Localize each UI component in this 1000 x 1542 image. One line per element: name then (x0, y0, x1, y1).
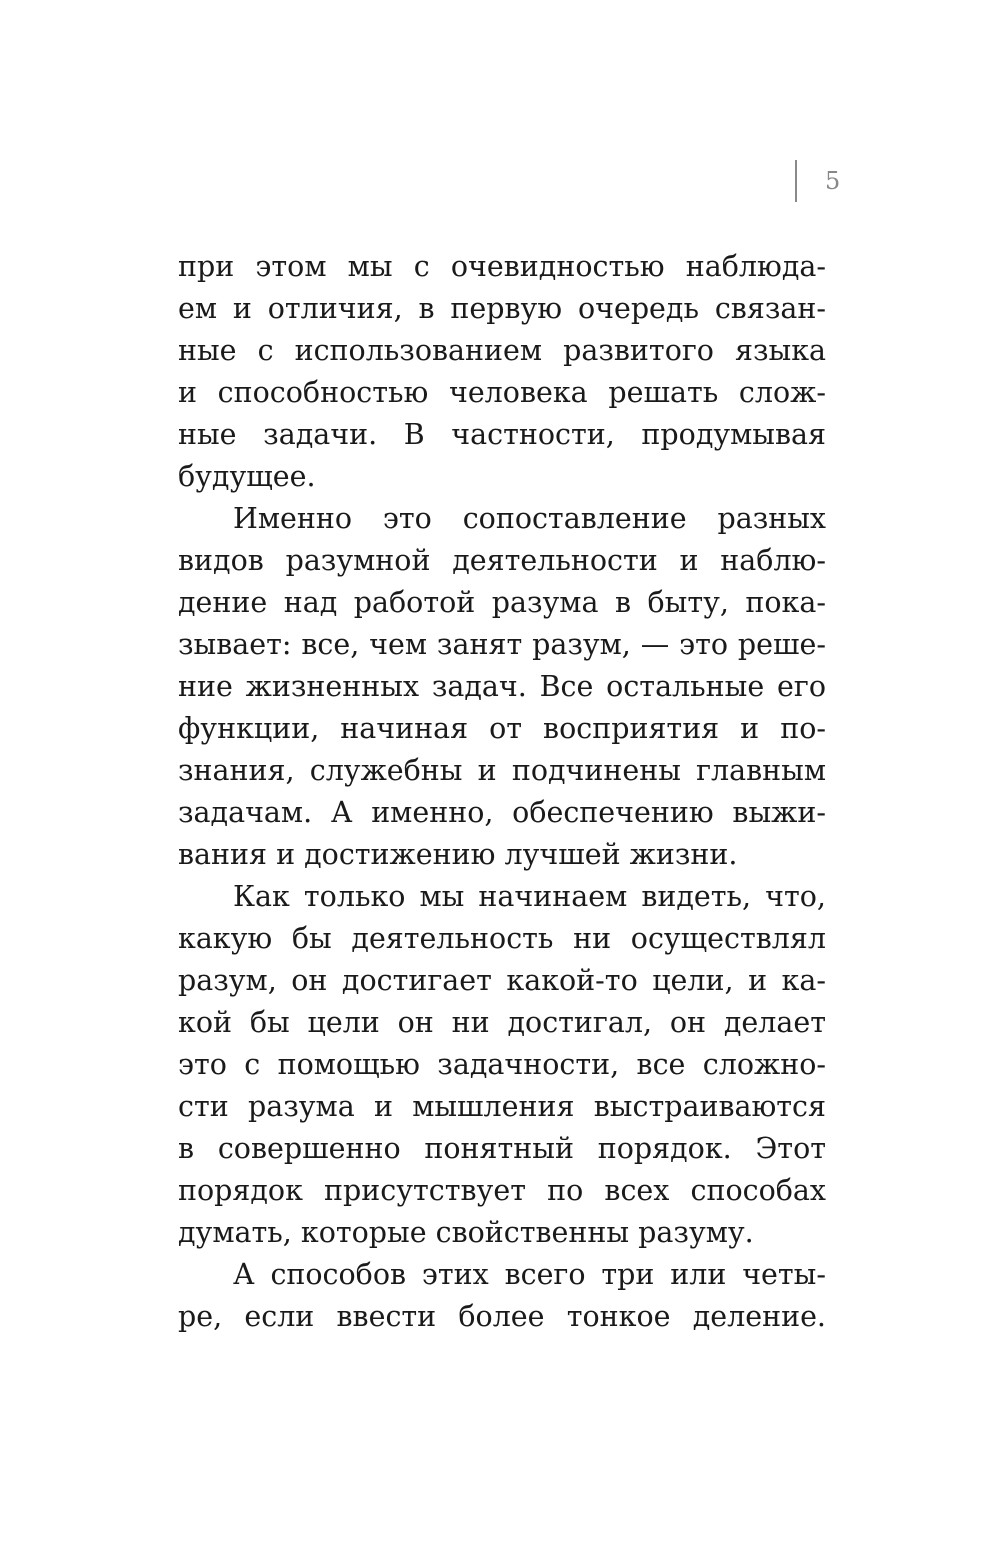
text-line: при этом мы с очевидностью наблюда- (178, 250, 826, 283)
text-line: Именно это сопоставление разных (233, 502, 826, 535)
text-line: задачам. А именно, обеспечению выжи- (178, 796, 826, 829)
text-line: А способов этих всего три или четы- (233, 1258, 826, 1291)
page-number: 5 (825, 167, 841, 195)
text-line: вания и достижению лучшей жизни. (178, 838, 738, 871)
text-line: сти разума и мышления выстраиваются (178, 1090, 826, 1123)
page-number-divider (795, 160, 797, 202)
text-line: думать, которые свойственны разуму. (178, 1216, 754, 1249)
text-line: порядок присутствует по всех способах (178, 1174, 826, 1207)
text-line: ре, если ввести более тонкое деление. (178, 1300, 826, 1333)
text-line: в совершенно понятный порядок. Этот (178, 1132, 826, 1165)
text-line: разум, он достигает какой-то цели, и ка- (178, 964, 826, 997)
text-line: ные с использованием развитого языка (178, 334, 826, 367)
text-line: ные задачи. В частности, продумывая (178, 418, 826, 451)
text-line: зывает: все, чем занят разум, — это реше- (178, 628, 826, 661)
text-line: и способностью человека решать слож- (178, 376, 826, 409)
text-line: знания, служебны и подчинены главным (178, 754, 826, 787)
body-text (178, 246, 826, 1338)
text-line: функции, начиная от восприятия и по- (178, 712, 826, 745)
text-line: какую бы деятельность ни осуществлял (178, 922, 826, 955)
text-line: кой бы цели он ни достигал, он делает (178, 1006, 826, 1039)
text-line: будущее. (178, 460, 316, 493)
text-line: ние жизненных задач. Все остальные его (178, 670, 826, 703)
page-number-marker (795, 160, 841, 202)
text-line: это с помощью задачности, все сложно- (178, 1048, 826, 1081)
text-line: дение над работой разума в быту, пока- (178, 586, 826, 619)
text-line: ем и отличия, в первую очередь связан- (178, 292, 826, 325)
text-line: Как только мы начинаем видеть, что, (233, 880, 826, 913)
text-line: видов разумной деятельности и наблю- (178, 544, 826, 577)
